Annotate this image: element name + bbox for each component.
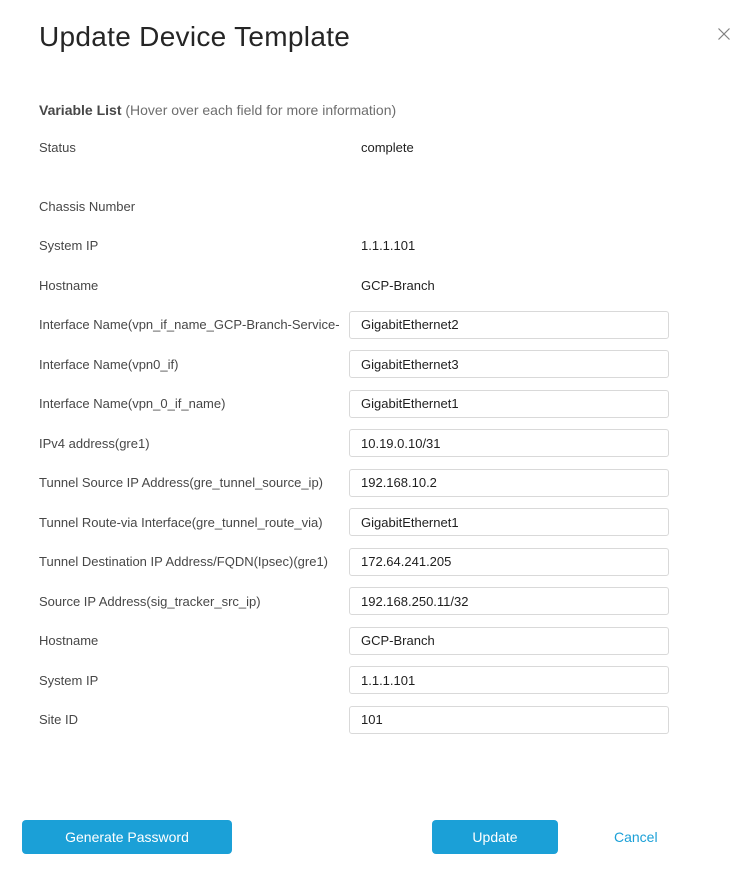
- variable-rows: [39, 128, 669, 740]
- sig-tracker-src-ip-input[interactable]: [349, 587, 669, 615]
- row-label: Hostname: [39, 633, 99, 649]
- tunnel-destination-input[interactable]: [349, 548, 669, 576]
- system-ip-input[interactable]: [349, 666, 669, 694]
- interface-name-vpn0-if-input[interactable]: [349, 350, 669, 378]
- row-site-id: [39, 700, 669, 740]
- hostname-value: GCP-Branch: [361, 277, 435, 293]
- row-label: Interface Name(vpn0_if): [39, 356, 179, 372]
- tunnel-route-via-input[interactable]: [349, 508, 669, 536]
- row-hostname-input: [39, 621, 669, 661]
- close-icon[interactable]: [715, 25, 733, 43]
- hostname-input[interactable]: [349, 627, 669, 655]
- row-label: Source IP Address(sig_tracker_src_ip): [39, 593, 261, 609]
- update-button[interactable]: Update: [432, 820, 558, 854]
- interface-name-vpn-0-if-name-input[interactable]: [349, 390, 669, 418]
- row-ipv4-address-gre1: [39, 424, 669, 464]
- row-label: Tunnel Destination IP Address/FQDN(Ipsec)(gre1): [39, 554, 329, 570]
- variable-list-heading-hint: (Hover over each field for more information): [121, 102, 397, 118]
- row-hostname-static: [39, 266, 669, 306]
- row-label: Tunnel Route-via Interface(gre_tunnel_route_via): [39, 514, 323, 530]
- close-icon-glyph: [717, 27, 731, 41]
- row-interface-name-service: [39, 305, 669, 345]
- variable-list-heading-label: Variable List: [39, 102, 122, 118]
- site-id-input[interactable]: [349, 706, 669, 734]
- dialog-footer: [0, 820, 752, 854]
- interface-name-service-input[interactable]: [349, 311, 669, 339]
- cancel-button[interactable]: Cancel: [614, 820, 658, 854]
- row-chassis-number: [39, 187, 669, 227]
- row-label: Site ID: [39, 712, 79, 728]
- variable-list-heading: [39, 102, 669, 119]
- status-value: complete: [361, 140, 414, 156]
- row-label: System IP: [39, 672, 99, 688]
- tunnel-source-ip-input[interactable]: [349, 469, 669, 497]
- row-label: Chassis Number: [39, 198, 136, 214]
- row-system-ip-input: [39, 661, 669, 701]
- update-device-template-dialog: [0, 20, 752, 885]
- row-label: Hostname: [39, 277, 99, 293]
- row-status: [39, 128, 669, 168]
- row-tunnel-route-via: [39, 503, 669, 543]
- ipv4-address-gre1-input[interactable]: [349, 429, 669, 457]
- row-tunnel-destination: [39, 542, 669, 582]
- row-system-ip-static: [39, 226, 669, 266]
- row-label: System IP: [39, 238, 99, 254]
- row-label: Interface Name(vpn_if_name_GCP-Branch-Service-: [39, 317, 340, 333]
- row-interface-name-vpn-0-if-name: [39, 384, 669, 424]
- system-ip-value: 1.1.1.101: [361, 238, 416, 254]
- row-tunnel-source-ip: [39, 463, 669, 503]
- row-label: Interface Name(vpn_0_if_name): [39, 396, 226, 412]
- dialog-title: Update Device Template: [39, 21, 351, 52]
- generate-password-button[interactable]: Generate Password: [22, 820, 232, 854]
- row-label: Status: [39, 140, 76, 156]
- row-label: Tunnel Source IP Address(gre_tunnel_source_ip): [39, 475, 324, 491]
- row-interface-name-vpn0-if: [39, 345, 669, 385]
- row-sig-tracker-src-ip: [39, 582, 669, 622]
- dialog-content: [0, 20, 752, 740]
- row-label: IPv4 address(gre1): [39, 435, 150, 451]
